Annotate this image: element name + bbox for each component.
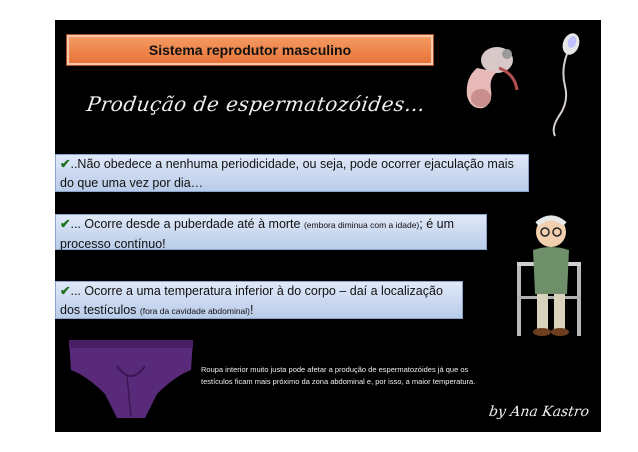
slide-title: Sistema reprodutor masculino (148, 42, 352, 58)
bullet-text-end: ! (250, 303, 254, 317)
bullet-note: (embora diminua com a idade) (303, 220, 420, 230)
bullet-text: ... Ocorre a uma temperatura inferior à do corpo – daí a localização dos testículos (60, 284, 443, 317)
slide (55, 20, 601, 432)
check-icon: ✔ (60, 284, 71, 298)
sperm-cell-image (537, 30, 589, 138)
bullet-text: ..Não obedece a nenhuma periodicidade, ou seja, pode ocorrer ejaculação mais do que uma vez por dia… (60, 157, 514, 190)
old-man-walker-image (507, 210, 597, 340)
bullet-text: ... Ocorre desde a puberdade até à morte (70, 217, 304, 231)
bullet-puberty (55, 214, 487, 250)
underwear-caption: Roupa interior muito justa pode afetar a produção de espermatozóides já que os testículos ficam mais próximo da zona abdominal e, por isso, a maior temperatura. (201, 365, 476, 386)
author-signature: by Ana Kastro (487, 404, 591, 420)
bullet-text-end: ; é um processo contínuo! (60, 217, 454, 251)
bullet-periodicity (55, 154, 529, 192)
bullet-temperature (55, 281, 463, 319)
title-box (67, 35, 433, 65)
check-icon: ✔ (60, 157, 71, 171)
slide-subtitle: Produção de espermatozóides… (85, 92, 428, 116)
underwear-image (65, 336, 197, 420)
male-reproductive-organ-image (447, 38, 527, 118)
check-icon: ✔ (60, 217, 71, 231)
bullet-note: (fora da cavidade abdominal) (139, 306, 250, 316)
